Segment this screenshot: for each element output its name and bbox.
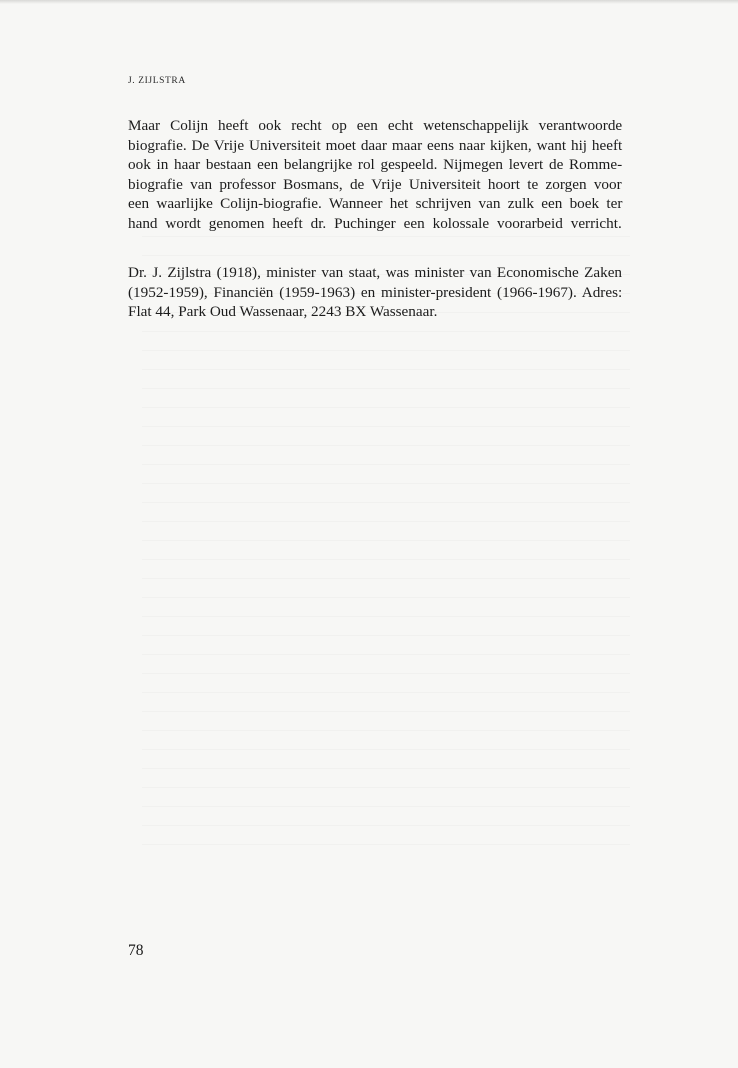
text-line: hand wordt genomen heeft dr. Puchinger een kolossale voorarbeid verricht.	[128, 214, 622, 232]
text-line: biografie. De Vrije Universiteit moet daar maar eens naar kijken, want hij heeft	[128, 136, 623, 154]
text-line: een waarlijke Colijn-biografie. Wanneer het schrijven van zulk een boek ter	[128, 195, 623, 213]
show-through-texture	[142, 236, 630, 856]
page-top-edge	[0, 0, 738, 4]
running-head: J. ZIJLSTRA	[128, 76, 186, 86]
text-line: Dr. J. Zijlstra (1918), minister van staat, was minister van Economische Zaken	[128, 264, 623, 281]
author-note	[128, 263, 622, 322]
text-line: ook in haar bestaan een belangrijke rol gespeeld. Nijmegen levert de Romme-	[128, 156, 623, 174]
text-line: (1952-1959), Financiën (1959-1963) en minister-president (1966-1967). Adres:	[128, 283, 623, 301]
text-line: Flat 44, Park Oud Wassenaar, 2243 BX Wassenaar.	[128, 303, 438, 321]
page-number: 78	[128, 942, 144, 959]
body-paragraph	[128, 116, 622, 234]
text-line: Maar Colijn heeft ook recht op een echt wetenschappelijk verantwoorde	[128, 117, 623, 134]
text-line: biografie van professor Bosmans, de Vrije Universiteit hoort te zorgen voor	[128, 175, 622, 193]
